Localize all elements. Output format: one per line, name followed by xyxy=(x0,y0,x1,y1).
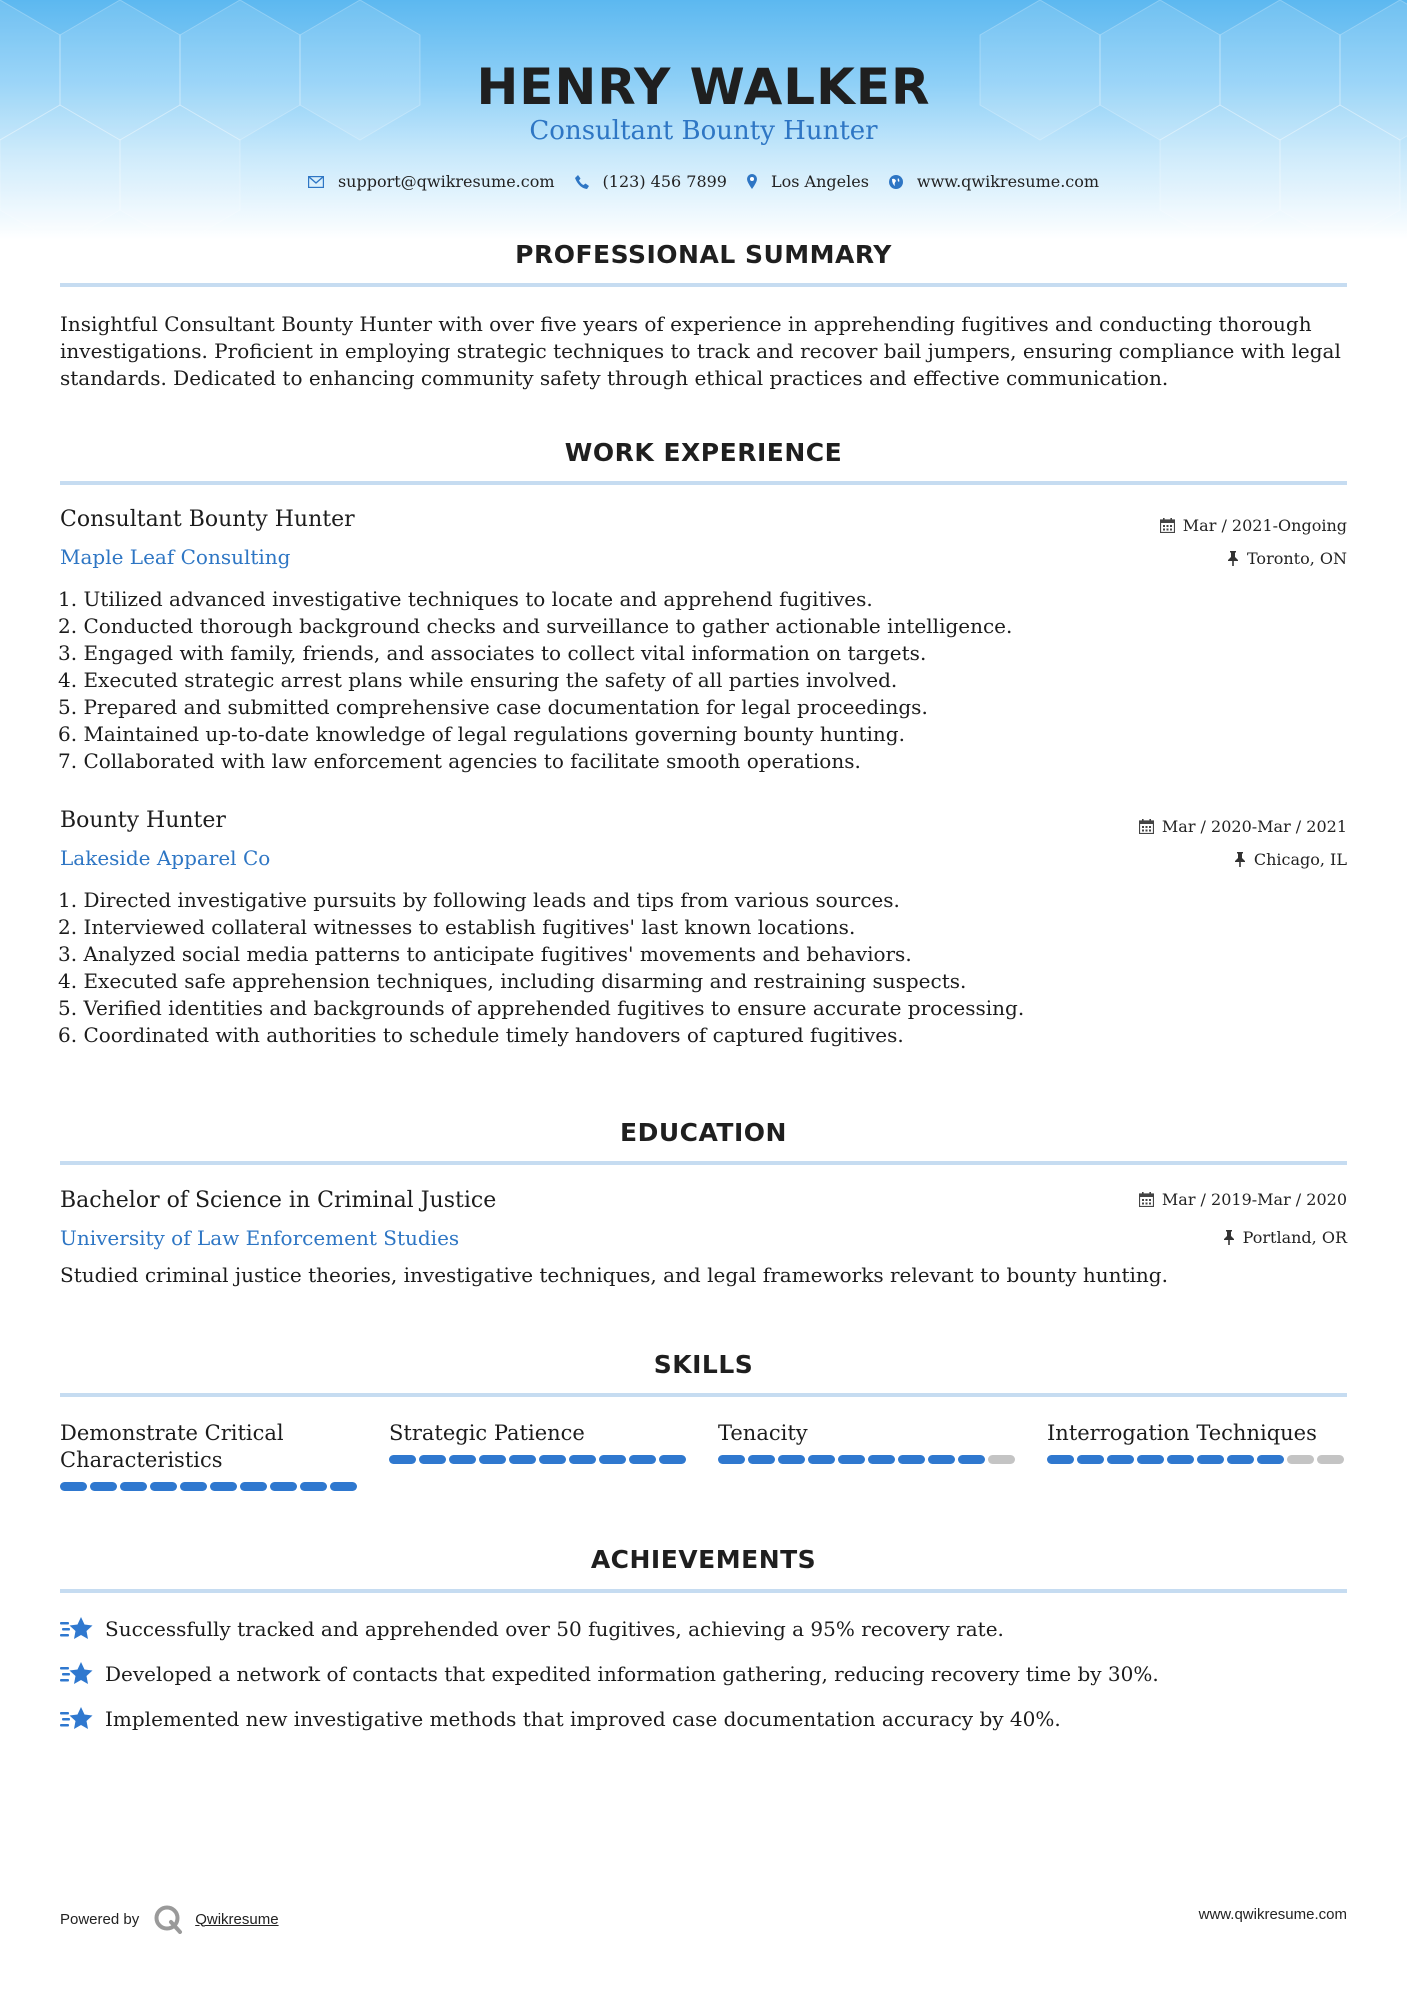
skill-segment-filled xyxy=(748,1455,775,1464)
globe-icon xyxy=(889,175,903,189)
pushpin-icon xyxy=(1227,551,1239,566)
location-text: Chicago, IL xyxy=(1253,850,1347,869)
skill-level-bar xyxy=(389,1455,689,1464)
skill-level-bar xyxy=(1047,1455,1347,1464)
job-dates xyxy=(1160,516,1347,535)
skill-segment-empty xyxy=(988,1455,1015,1464)
skill-segment-filled xyxy=(60,1482,87,1491)
skill-segment-empty xyxy=(1287,1455,1314,1464)
shooting-star-icon xyxy=(60,1616,93,1642)
skill-segment-filled xyxy=(778,1455,805,1464)
list-item: 2. Interviewed collateral witnesses to establish fugitives' last known locations. xyxy=(58,915,856,939)
skill-segment-filled xyxy=(419,1455,446,1464)
qwikresume-logo-icon xyxy=(153,1904,183,1934)
skill-level-bar xyxy=(718,1455,1018,1464)
contact-location xyxy=(747,172,869,191)
skill-segment-filled xyxy=(180,1482,207,1491)
list-item: 3. Engaged with family, friends, and associates to collect vital information on targets. xyxy=(58,641,927,665)
section-divider xyxy=(60,283,1347,287)
location-text: Los Angeles xyxy=(770,172,869,191)
achievement-item xyxy=(60,1616,1004,1642)
candidate-title: Consultant Bounty Hunter xyxy=(529,116,878,146)
education-description: Studied criminal justice theories, investigative techniques, and legal frameworks relevant to bounty hunting. xyxy=(60,1263,1168,1287)
skill-segment-filled xyxy=(120,1482,147,1491)
calendar-icon xyxy=(1139,1192,1154,1207)
list-item: 4. Executed safe apprehension techniques, including disarming and restraining suspects. xyxy=(58,969,967,993)
skill-segment-filled xyxy=(539,1455,566,1464)
skill-name: Tenacity xyxy=(718,1421,808,1445)
skill-segment-filled xyxy=(479,1455,506,1464)
skill-segment-filled xyxy=(629,1455,656,1464)
summary-text: Insightful Consultant Bounty Hunter with over five years of experience in apprehending fugitives and conducting thorough investigations. Proficient in employing strategic techniques to track and recover bail jumpers, ensuring compliance with legal standards. Dedicated to enhancing community safety through ethical practices and effective communication. xyxy=(60,312,1341,390)
website-text: www.qwikresume.com xyxy=(916,172,1100,191)
skill-item xyxy=(60,1420,360,1491)
company-name: Lakeside Apparel Co xyxy=(60,846,271,870)
map-pin-icon xyxy=(747,174,757,189)
location-text: Portland, OR xyxy=(1242,1228,1347,1247)
skill-segment-filled xyxy=(1257,1455,1284,1464)
contact-email[interactable] xyxy=(308,172,555,191)
job-duties xyxy=(58,586,1308,775)
email-text: support@qwikresume.com xyxy=(337,172,555,191)
contact-phone[interactable] xyxy=(575,172,727,191)
skill-segment-empty xyxy=(1317,1455,1344,1464)
job-location xyxy=(1234,850,1347,869)
skill-segment-filled xyxy=(898,1455,925,1464)
company-name: Maple Leaf Consulting xyxy=(60,545,291,569)
skill-name: Interrogation Techniques xyxy=(1047,1421,1317,1445)
calendar-icon xyxy=(1139,819,1154,834)
skill-segment-filled xyxy=(928,1455,955,1464)
achievement-item xyxy=(60,1706,1061,1732)
list-item: 6. Maintained up-to-date knowledge of legal regulations governing bounty hunting. xyxy=(58,722,905,746)
skill-item xyxy=(1047,1420,1347,1464)
skill-name: Strategic Patience xyxy=(389,1421,585,1445)
skill-segment-filled xyxy=(300,1482,327,1491)
skill-segment-filled xyxy=(599,1455,626,1464)
achievement-item xyxy=(60,1661,1159,1687)
list-item: 3. Analyzed social media patterns to anticipate fugitives' movements and behaviors. xyxy=(58,942,912,966)
section-divider xyxy=(60,1161,1347,1165)
location-text: Toronto, ON xyxy=(1247,549,1347,568)
achievement-text: Developed a network of contacts that expedited information gathering, reducing recovery time by 30%. xyxy=(105,1662,1159,1686)
candidate-name: HENRY WALKER xyxy=(476,58,931,116)
skills-heading: SKILLS xyxy=(653,1350,754,1379)
list-item: 7. Collaborated with law enforcement agencies to facilitate smooth operations. xyxy=(58,749,861,773)
skill-name: Demonstrate Critical Characteristics xyxy=(60,1421,284,1472)
school-name: University of Law Enforcement Studies xyxy=(60,1226,460,1250)
list-item: 2. Conducted thorough background checks and surveillance to gather actionable intelligence. xyxy=(58,614,1013,638)
dates-text: Mar / 2020-Mar / 2021 xyxy=(1161,817,1347,836)
job-duties xyxy=(58,887,1308,1049)
pushpin-icon xyxy=(1223,1230,1235,1245)
skill-segment-filled xyxy=(240,1482,267,1491)
skill-segment-filled xyxy=(718,1455,745,1464)
skill-segment-filled xyxy=(1107,1455,1134,1464)
education-location xyxy=(1223,1228,1347,1247)
skill-segment-filled xyxy=(330,1482,357,1491)
skill-segment-filled xyxy=(210,1482,237,1491)
list-item: 1. Directed investigative pursuits by following leads and tips from various sources. xyxy=(58,888,900,912)
section-divider xyxy=(60,1393,1347,1397)
achievement-text: Successfully tracked and apprehended over 50 fugitives, achieving a 95% recovery rate. xyxy=(105,1617,1004,1641)
contact-bar xyxy=(0,172,1407,191)
skill-segment-filled xyxy=(449,1455,476,1464)
calendar-icon xyxy=(1160,518,1175,533)
job-title: Consultant Bounty Hunter xyxy=(60,507,355,532)
powered-by-label: Powered by xyxy=(60,1910,140,1928)
dates-text: Mar / 2021-Ongoing xyxy=(1182,516,1347,535)
qwikresume-link[interactable]: Qwikresume xyxy=(195,1910,279,1928)
education-dates xyxy=(1139,1190,1347,1209)
contact-website[interactable] xyxy=(889,172,1099,191)
skill-segment-filled xyxy=(1227,1455,1254,1464)
skill-segment-filled xyxy=(1137,1455,1164,1464)
experience-heading: WORK EXPERIENCE xyxy=(564,438,843,467)
footer-powered-by xyxy=(60,1904,279,1934)
phone-text: (123) 456 7899 xyxy=(602,172,727,191)
skill-segment-filled xyxy=(509,1455,536,1464)
job-dates xyxy=(1139,817,1347,836)
section-divider xyxy=(60,1589,1347,1593)
summary-heading: PROFESSIONAL SUMMARY xyxy=(515,240,892,269)
skill-segment-filled xyxy=(838,1455,865,1464)
shooting-star-icon xyxy=(60,1706,93,1732)
skill-item xyxy=(718,1420,1018,1464)
list-item: 5. Prepared and submitted comprehensive case documentation for legal proceedings. xyxy=(58,695,928,719)
pushpin-icon xyxy=(1234,852,1246,867)
skill-segment-filled xyxy=(150,1482,177,1491)
skill-item xyxy=(389,1420,689,1464)
shooting-star-icon xyxy=(60,1661,93,1687)
footer-website[interactable]: www.qwikresume.com xyxy=(1198,1906,1347,1923)
skill-segment-filled xyxy=(958,1455,985,1464)
skill-segment-filled xyxy=(868,1455,895,1464)
envelope-icon xyxy=(308,176,324,188)
list-item: 4. Executed strategic arrest plans while ensuring the safety of all parties involved. xyxy=(58,668,898,692)
list-item: 6. Coordinated with authorities to schedule timely handovers of captured fugitives. xyxy=(58,1023,904,1047)
skill-segment-filled xyxy=(389,1455,416,1464)
achievements-heading: ACHIEVEMENTS xyxy=(590,1545,817,1574)
skill-segment-filled xyxy=(659,1455,686,1464)
skill-segment-filled xyxy=(1197,1455,1224,1464)
achievement-text: Implemented new investigative methods that improved case documentation accuracy by 40%. xyxy=(105,1707,1061,1731)
dates-text: Mar / 2019-Mar / 2020 xyxy=(1161,1190,1347,1209)
job-location xyxy=(1227,549,1347,568)
job-title: Bounty Hunter xyxy=(60,808,226,833)
skill-segment-filled xyxy=(90,1482,117,1491)
education-heading: EDUCATION xyxy=(620,1118,787,1147)
list-item: 1. Utilized advanced investigative techniques to locate and apprehend fugitives. xyxy=(58,587,873,611)
skill-segment-filled xyxy=(569,1455,596,1464)
phone-icon xyxy=(575,175,589,189)
skill-segment-filled xyxy=(1047,1455,1074,1464)
skill-segment-filled xyxy=(270,1482,297,1491)
degree-title: Bachelor of Science in Criminal Justice xyxy=(60,1188,497,1213)
skill-level-bar xyxy=(60,1482,360,1491)
skill-segment-filled xyxy=(1167,1455,1194,1464)
section-divider xyxy=(60,481,1347,485)
skill-segment-filled xyxy=(808,1455,835,1464)
skill-segment-filled xyxy=(1077,1455,1104,1464)
list-item: 5. Verified identities and backgrounds of apprehended fugitives to ensure accurate processing. xyxy=(58,996,1025,1020)
